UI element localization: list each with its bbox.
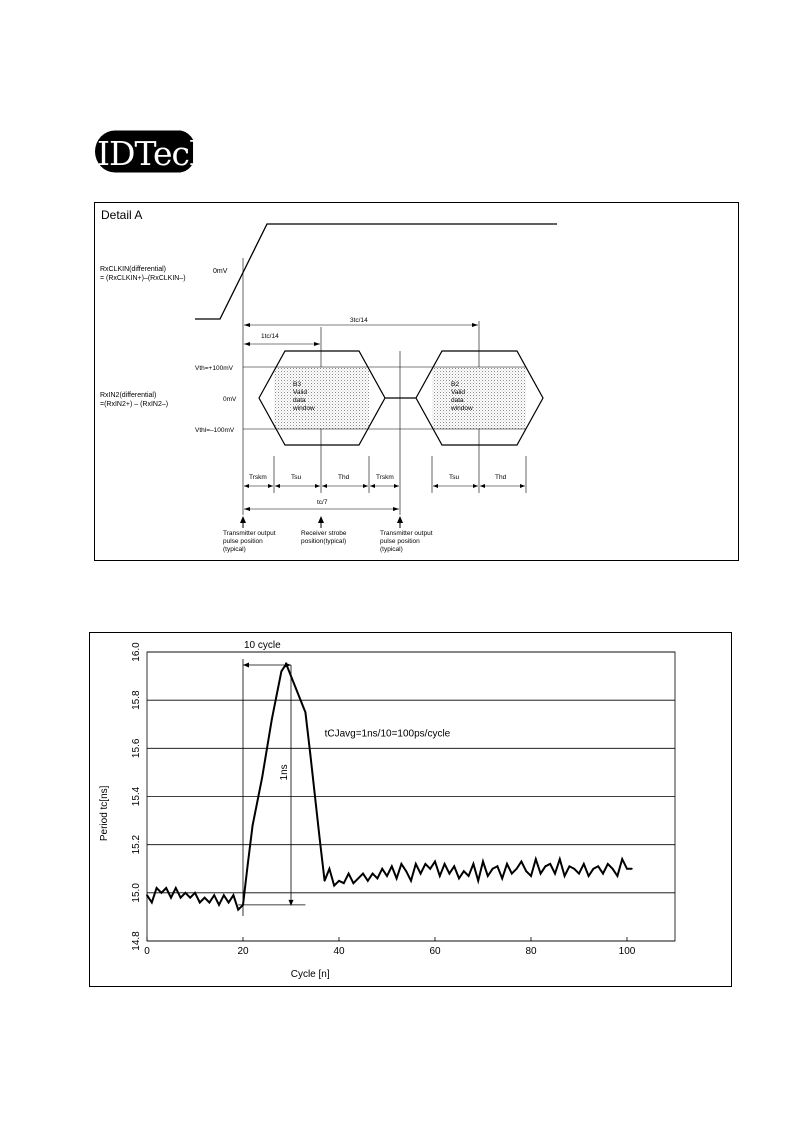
y-tick-label: 16.0 [131, 642, 142, 662]
data-zero-label: 0mV [223, 396, 237, 403]
data-point [276, 694, 278, 696]
dim-3tc-label: 3tc/14 [350, 317, 368, 324]
timing-diagram [95, 203, 738, 560]
data-point [444, 863, 446, 865]
vth-pos-label: Vth=+100mV [195, 365, 233, 372]
data-point [194, 892, 196, 894]
detail-a-title: Detail A [101, 208, 143, 222]
data-point [377, 878, 379, 880]
data-point [300, 699, 302, 701]
x-tick-label: 20 [237, 946, 249, 957]
data-point [266, 747, 268, 749]
period-chart [90, 633, 731, 986]
data-point [602, 873, 604, 875]
data-point [434, 861, 436, 863]
span-arrow-head-left [243, 663, 249, 668]
period-series-line [147, 664, 632, 910]
dim-3tc-arrow-left [244, 323, 250, 327]
data-point [252, 825, 254, 827]
data-point [578, 873, 580, 875]
timing-row [244, 484, 525, 488]
logo-text: IDTech [97, 134, 210, 173]
data-point [516, 868, 518, 870]
data-point [281, 670, 283, 672]
data-point [247, 863, 249, 865]
data-point [314, 796, 316, 798]
thd-2-label: Thd [495, 474, 507, 481]
data-point [295, 687, 297, 689]
data-point [463, 870, 465, 872]
x-tick-label: 40 [333, 946, 345, 957]
data-point [319, 839, 321, 841]
data-point [617, 875, 619, 877]
data-point [324, 880, 326, 882]
data-point [372, 873, 374, 875]
span-label: 10 cycle [244, 640, 281, 651]
data-point [631, 868, 633, 870]
y-axis-label: Period tc[ns] [99, 785, 110, 842]
data-point [213, 894, 215, 896]
data-point [185, 892, 187, 894]
data-point [343, 882, 345, 884]
data-point [401, 863, 403, 865]
data-point [175, 887, 177, 889]
data-point [362, 873, 364, 875]
data-label-line2: =(RxIN2+) – (RxIN2–) [100, 401, 169, 408]
data-point [511, 873, 513, 875]
data-point [391, 865, 393, 867]
data-point [329, 868, 331, 870]
data-point [228, 902, 230, 904]
data-point [242, 904, 244, 906]
strobe-caption: Receiver strobe position(typical) [301, 530, 347, 545]
data-point [405, 870, 407, 872]
detail-a-panel [94, 202, 739, 561]
data-point [165, 887, 167, 889]
data-point [573, 868, 575, 870]
data-point [180, 897, 182, 899]
tsu-2-label: Tsu [449, 474, 460, 481]
data-point [146, 894, 148, 896]
trskm-left-label: Trskm [249, 474, 267, 481]
data-label-line1: RxIN2(differential) [100, 392, 157, 399]
y-tick-label: 15.6 [131, 738, 142, 759]
y-tick-label: 15.2 [131, 834, 142, 855]
x-tick-label: 60 [429, 946, 441, 957]
data-point [545, 865, 547, 867]
data-point [233, 894, 235, 896]
data-point [492, 868, 494, 870]
clk-label-line2: = (RxCLKIN+)–(RxCLKIN–) [100, 275, 186, 282]
data-point [530, 875, 532, 877]
data-point [468, 875, 470, 877]
x-tick-label: 100 [618, 946, 636, 957]
clk-zero-label: 0mV [213, 268, 228, 275]
dim-tc7-arrow-right [393, 507, 399, 511]
dim-1tc-label: 1tc/14 [261, 333, 279, 340]
data-point [497, 865, 499, 867]
data-point [353, 882, 355, 884]
data-point [257, 800, 259, 802]
data-point [525, 870, 527, 872]
data-point [626, 868, 628, 870]
period-chart-panel [89, 632, 732, 987]
delta-label: 1ns [279, 764, 290, 781]
valid-window-b2 [432, 367, 526, 429]
data-point [223, 894, 225, 896]
tsu-1-label: Tsu [291, 474, 302, 481]
data-point [439, 875, 441, 877]
tx-left-caption: Transmitter output pulse position (typical) [223, 530, 276, 553]
position-arrows [240, 516, 403, 528]
dim-1tc-arrow-left [244, 342, 250, 346]
data-point [449, 873, 451, 875]
data-point [429, 868, 431, 870]
dim-tc7-arrow-left [244, 507, 250, 511]
y-tick-label: 15.0 [131, 883, 142, 903]
x-axis-label: Cycle [n] [290, 969, 330, 980]
data-point [473, 863, 475, 865]
data-point [367, 880, 369, 882]
data-point [477, 880, 479, 882]
data-point [290, 675, 292, 677]
data-point [521, 861, 523, 863]
tx-right-caption: Transmitter output pulse position (typical) [380, 530, 433, 553]
data-point [156, 887, 158, 889]
clock-waveform [195, 224, 557, 319]
data-point [425, 863, 427, 865]
dim-tc7-label: tc/7 [317, 499, 328, 506]
data-point [501, 878, 503, 880]
data-point [285, 663, 287, 665]
y-tick-label: 14.8 [131, 931, 142, 951]
data-point [161, 892, 163, 894]
data-point [535, 858, 537, 860]
y-tick-label: 15.4 [131, 786, 142, 807]
data-point [271, 719, 273, 721]
chart-annotations [238, 659, 305, 916]
dim-1tc-arrow-right [314, 342, 320, 346]
data-point [458, 878, 460, 880]
data-point [607, 863, 609, 865]
trskm-right-label: Trskm [376, 474, 394, 481]
data-point [199, 902, 201, 904]
data-point [204, 897, 206, 899]
y-tick-label: 15.8 [131, 690, 142, 710]
x-tick-label: 0 [144, 946, 150, 957]
data-point [597, 865, 599, 867]
data-point [338, 880, 340, 882]
data-point [612, 868, 614, 870]
data-point [348, 873, 350, 875]
data-point [593, 868, 595, 870]
jitter-label: tCJavg=1ns/10=100ps/cycle [324, 728, 451, 740]
data-point [237, 909, 239, 911]
data-point [396, 878, 398, 880]
data-point [305, 711, 307, 713]
clk-label-line1: RxCLKIN(differential) [100, 266, 167, 273]
data-point [549, 863, 551, 865]
thd-1-label: Thd [338, 474, 350, 481]
data-point [357, 878, 359, 880]
idtech-logo [95, 130, 210, 180]
data-point [189, 897, 191, 899]
data-point [309, 752, 311, 754]
data-point [333, 885, 335, 887]
data-point [564, 875, 566, 877]
data-point [583, 863, 585, 865]
data-point [218, 904, 220, 906]
data-point [420, 873, 422, 875]
data-point [559, 858, 561, 860]
data-point [410, 880, 412, 882]
data-point [569, 865, 571, 867]
data-point [554, 873, 556, 875]
x-tick-label: 80 [525, 946, 537, 957]
data-point [381, 868, 383, 870]
dim-3tc-arrow-right [472, 323, 478, 327]
vth-neg-label: Vthl=–100mV [195, 427, 235, 434]
data-point [209, 902, 211, 904]
window-b2-label: B2 Valid data window [451, 381, 473, 412]
data-point [415, 863, 417, 865]
data-point [386, 875, 388, 877]
data-point [261, 776, 263, 778]
data-point [170, 897, 172, 899]
data-point [621, 858, 623, 860]
data-point [506, 863, 508, 865]
data-point [151, 902, 153, 904]
data-point [540, 873, 542, 875]
data-point [487, 875, 489, 877]
valid-window-b3 [274, 367, 369, 429]
window-b3-label: B3 Valid data window [293, 381, 315, 412]
data-point [482, 861, 484, 863]
data-point [588, 875, 590, 877]
data-point [453, 865, 455, 867]
chart-ticks [131, 642, 636, 957]
